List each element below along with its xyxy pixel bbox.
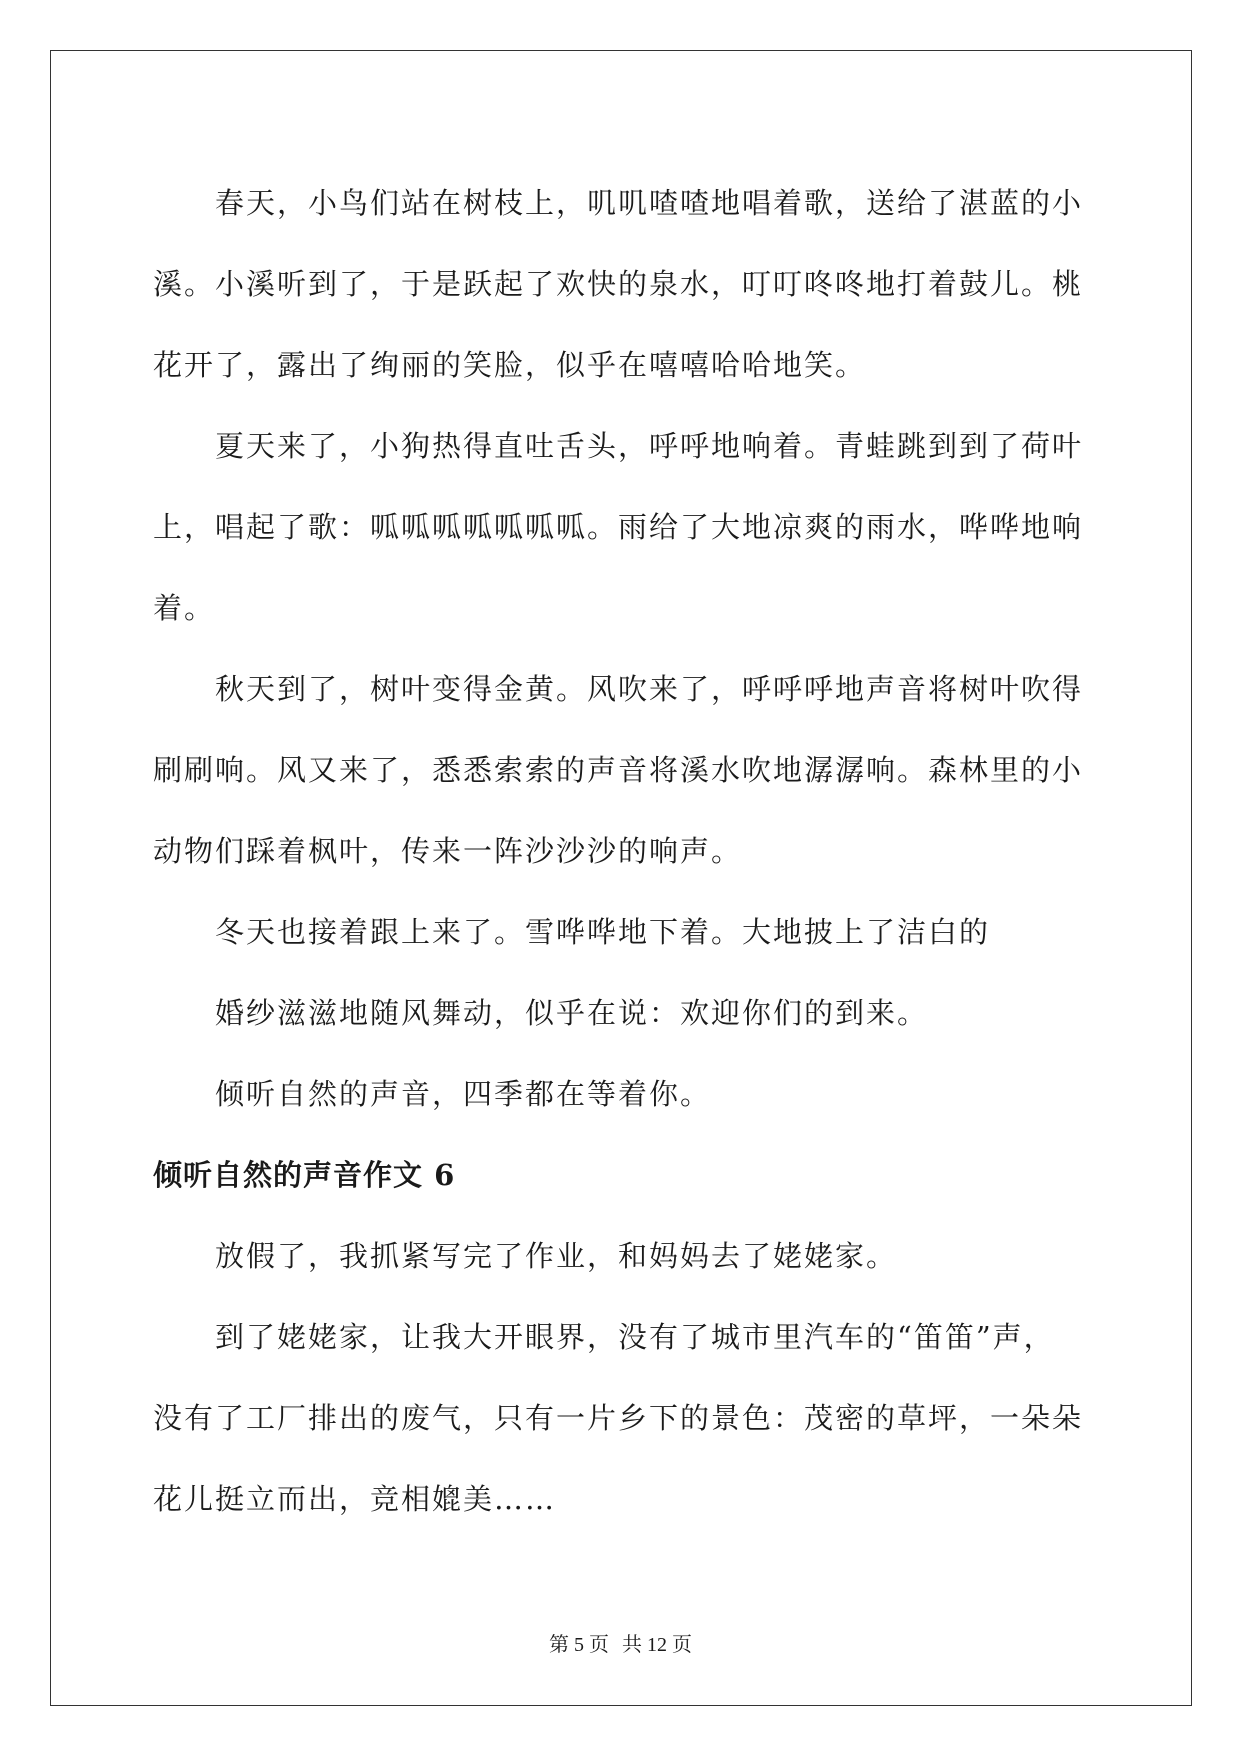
text-line: 没有了工厂排出的废气，只有一片乡下的景色：茂密的草坪，一朵朵 — [153, 1401, 1084, 1435]
page-number: 第 5 页 — [549, 1634, 609, 1656]
document-body — [153, 163, 1088, 1540]
text-line: 婚纱滋滋地随风舞动，似乎在说：欢迎你们的到来。 — [215, 996, 929, 1030]
text-line: 着。 — [153, 591, 216, 625]
text-line: 倾听自然的声音，四季都在等着你。 — [215, 1077, 712, 1111]
text-line: 放假了，我抓紧写完了作业，和妈妈去了姥姥家。 — [215, 1239, 898, 1273]
text-line: 冬天也接着跟上来了。雪哗哗地下着。大地披上了洁白的 — [215, 915, 991, 949]
page-footer — [0, 1628, 1241, 1657]
paragraph-spring — [153, 163, 1088, 406]
text-line: 春天，小鸟们站在树枝上，叽叽喳喳地唱着歌，送给了湛蓝的小 — [215, 186, 1084, 220]
text-line: 夏天来了，小狗热得直吐舌头，呼呼地响着。青蛙跳到到了荷叶 — [215, 429, 1084, 463]
paragraph-winter — [153, 892, 1088, 973]
text-line: 到了姥姥家，让我大开眼界，没有了城市里汽车的“笛笛”声， — [215, 1320, 1055, 1354]
text-line: 花儿挺立而出，竞相媲美…… — [153, 1482, 557, 1516]
text-line: 秋天到了，树叶变得金黄。风吹来了，呼呼呼地声音将树叶吹得 — [215, 672, 1084, 706]
section-heading: 倾听自然的声音作文 6 — [153, 1158, 456, 1192]
paragraph-closing — [153, 1054, 1088, 1135]
paragraph-holiday — [153, 1216, 1088, 1297]
paragraph-grandma-house — [153, 1297, 1088, 1540]
text-line: 溪。小溪听到了，于是跃起了欢快的泉水，叮叮咚咚地打着鼓儿。桃 — [153, 267, 1084, 301]
text-line: 花开了，露出了绚丽的笑脸，似乎在嘻嘻哈哈地笑。 — [153, 348, 867, 382]
paragraph-winter-cont — [153, 973, 1088, 1054]
paragraph-summer — [153, 406, 1088, 649]
paragraph-autumn — [153, 649, 1088, 892]
text-line: 动物们踩着枫叶，传来一阵沙沙沙的响声。 — [153, 834, 743, 868]
page-total: 共 12 页 — [622, 1634, 692, 1656]
text-line: 上，唱起了歌：呱呱呱呱呱呱呱。雨给了大地凉爽的雨水，哗哗地响 — [153, 510, 1084, 544]
text-line: 刷刷响。风又来了，悉悉索索的声音将溪水吹地潺潺响。森林里的小 — [153, 753, 1084, 787]
